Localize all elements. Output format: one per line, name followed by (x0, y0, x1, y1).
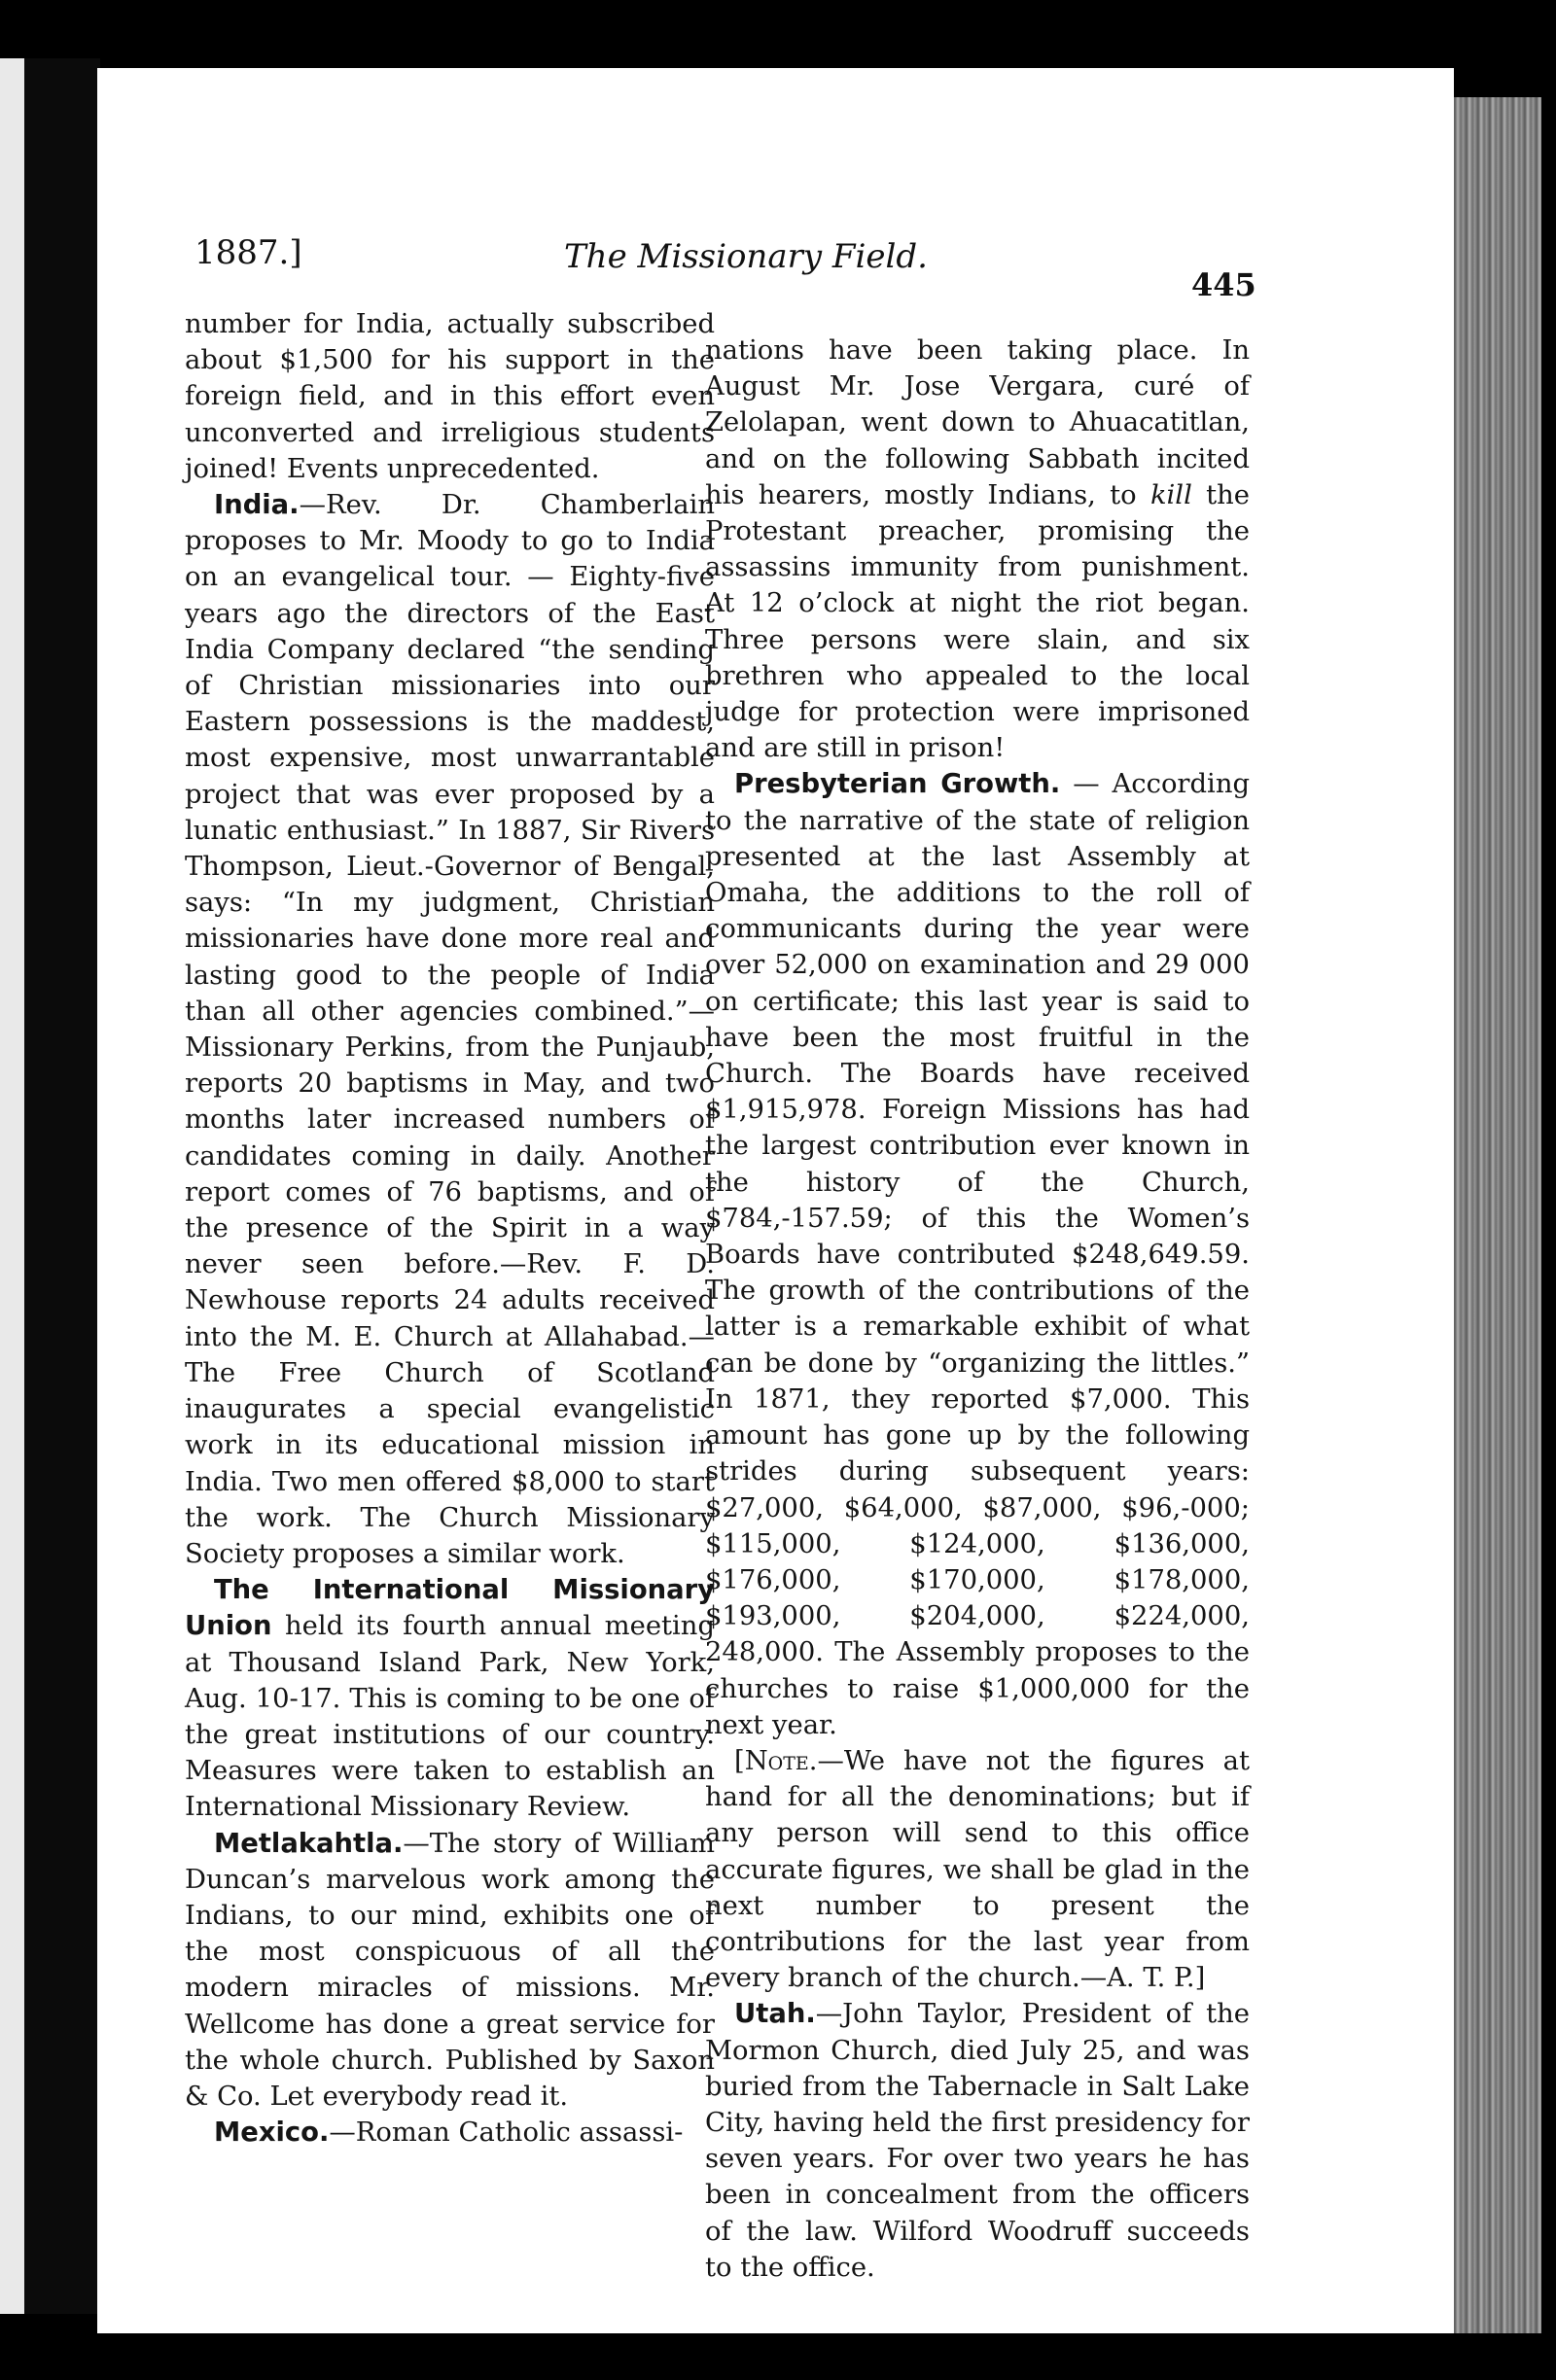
section-heading-metlakahtla: Metlakahtla. (214, 1828, 404, 1859)
paragraph-utah (705, 1996, 1250, 2286)
paragraph-india (185, 487, 715, 1572)
header-year: 1887.] (194, 233, 302, 272)
section-heading-india: India. (214, 490, 300, 521)
section-heading-imu: The International Missionary Union (185, 1575, 715, 1642)
mexico-text: —Roman Catholic assassi- (329, 2118, 684, 2149)
paragraph-mexico (185, 2115, 715, 2151)
paragraph-imu (185, 1572, 715, 1825)
page-number: 445 (1191, 266, 1256, 303)
paragraph-metlakahtla (185, 1826, 715, 2116)
mexico-continued-text-2: the Protestant preacher, promising the assassins immunity from punishment. At 12 o’clock at night the riot began. Three persons were slain, and six brethren who appealed to the local judge for protection were imprisoned and are still in prison! (705, 479, 1250, 764)
mexico-continued-text: nations have been taking place. In August Mr. Jose Vergara, curé of Zelolapan, went down to Ahuacatitlan, and on the following Sabbath incited his hearers, mostly Indians, to (705, 335, 1250, 510)
section-heading-presbyterian: Presbyterian Growth. (734, 769, 1061, 800)
header-title: The Missionary Field. (564, 237, 928, 276)
running-header (97, 175, 1454, 303)
paragraph-note (705, 1743, 1250, 1996)
book-gutter (24, 58, 100, 2314)
paragraph-presbyterian (705, 766, 1250, 1742)
paragraph-mexico-continued (705, 332, 1250, 766)
presbyterian-text: — According to the narrative of the state of religion presented at the last Assembly at Omaha, the additions to the roll of communicants during the year were over 52,000 on examination and 29 000 on certificate; this last year is said to have been the most fruitful in the Church. The Boards have received $1,915,978. Foreign Missions has had the largest contribution ever known in the history of the Church, $784,-157.59; of this the Women’s Boards have contributed $248,649.59. The growth of the contributions of the latter is a remarkable exhibit of what can be done by “organizing the littles.” In 1871, they reported $7,000. This amount has gone up by the following strides during subsequent years: $27,000, $64,000, $87,000, $96,-000; $115,000, $124,000, $136,000, $176,000, $170,000, $178,000, $193,000, $204,000, $224,000, 248,000. The Assembly proposes to the churches to raise $1,000,000 for the next year. (705, 769, 1250, 1740)
note-bracket: [ (734, 1745, 745, 1776)
note-text: —We have not the figures at hand for all the denominations; but if any person will send to this office accurate figures, we shall be glad in the next number to present the contributions for the last year from every branch of the church.—A. T. P.] (705, 1745, 1250, 1994)
right-column (705, 332, 1250, 2286)
left-column (185, 306, 715, 2151)
book-page (97, 68, 1454, 2333)
section-heading-utah: Utah. (734, 1999, 816, 2030)
note-label: Note. (744, 1745, 818, 1776)
italic-kill: kill (1149, 479, 1192, 510)
imu-text: held its fourth annual meeting at Thousand Island Park, New York, Aug. 10-17. This is coming to be one of the great institutions of our country. Measures were taken to establish an International Missionary Review. (185, 1611, 715, 1823)
india-text: —Rev. Dr. Chamberlain proposes to Mr. Moody to go to India on an evangelical tour. — Eighty-five years ago the directors of the East India Company declared “the sending of Christian missionaries into our Eastern possessions is the maddest, most expensive, most unwarrantable project that was ever proposed by a lunatic enthusiast.” In 1887, Sir Rivers Thompson, Lieut.-Governor of Bengal, says: “In my judgment, Christian missionaries have done more real and lasting good to the people of India than all other agencies combined.”—Missionary Perkins, from the Punjaub, reports 20 baptisms in May, and two months later increased numbers of candidates coming in daily. Another report comes of 76 baptisms, and of the presence of the Spirit in a way never seen before.—Rev. F. D. Newhouse reports 24 adults received into the M. E. Church at Allahabad.—The Free Church of Scotland inaugurates a special evangelistic work in its educational mission in India. Two men offered $8,000 to start the work. The Church Missionary Society proposes a similar work. (185, 490, 715, 1569)
section-heading-mexico: Mexico. (214, 2118, 330, 2149)
utah-text: —John Taylor, President of the Mormon Church, died July 25, and was buried from the Tabernacle in Salt Lake City, having held the first presidency for seven years. For over two years he has been in concealment from the officers of the law. Wilford Woodruff succeeds to the office. (705, 1999, 1250, 2283)
paragraph-continuation: number for India, actually subscribed about $1,500 for his support in the foreign field, and in this effort even unconverted and irreligious students joined! Events unprecedented. (185, 309, 715, 484)
metlakahtla-text: —The story of William Duncan’s marvelous work among the Indians, to our mind, exhibits one of the most conspicuous of all the modern miracles of missions. Mr. Wellcome has done a great service for the whole church. Published by Saxon & Co. Let everybody read it. (185, 1828, 715, 2112)
